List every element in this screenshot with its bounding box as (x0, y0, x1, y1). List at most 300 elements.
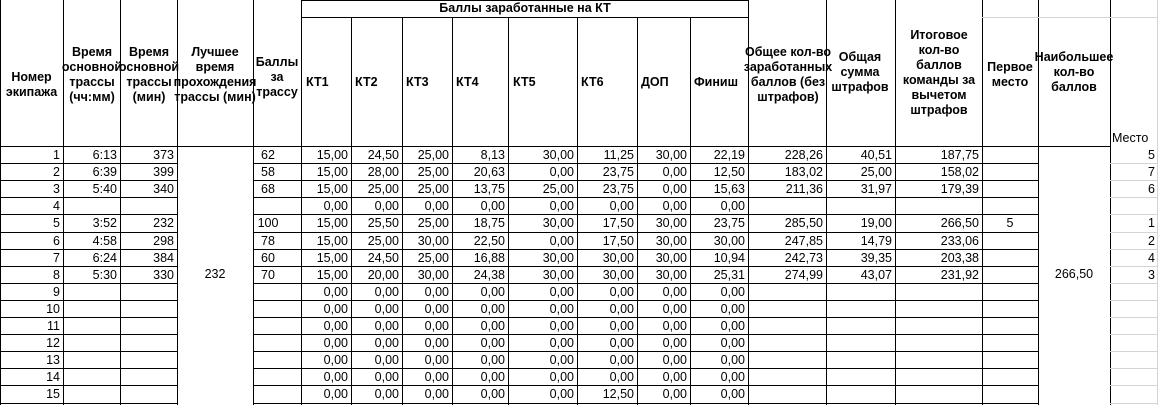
cell-fin[interactable]: 30,00 (713, 233, 745, 248)
cell-kt2[interactable]: 0,00 (374, 284, 399, 299)
cell-t[interactable]: 5:30 (92, 267, 117, 282)
cell-first[interactable] (982, 284, 1038, 301)
cell-b[interactable] (253, 318, 283, 335)
cell-kt1[interactable]: 15,00 (316, 165, 348, 180)
cell-kt3[interactable]: 30,00 (417, 233, 449, 248)
cell-n[interactable]: 7 (53, 250, 60, 265)
cell-b[interactable]: 68 (261, 182, 275, 197)
cell-kt3[interactable]: 30,00 (417, 267, 449, 282)
grid-line (63, 197, 120, 198)
cell-m[interactable] (120, 284, 174, 301)
cell-tot[interactable]: 247,85 (784, 233, 823, 248)
cell-n[interactable]: 15 (46, 387, 60, 402)
cell-res[interactable] (895, 352, 979, 369)
cell-kt3[interactable]: 0,00 (424, 319, 449, 333)
cell-kt2[interactable]: 25,00 (367, 182, 399, 197)
cell-kt3[interactable]: 0,00 (424, 284, 449, 299)
header-place[interactable]: Место (1112, 131, 1149, 145)
cell-m[interactable] (120, 198, 174, 215)
cell-tot[interactable] (748, 284, 823, 301)
cell-t[interactable] (63, 301, 117, 318)
cell-pen[interactable] (826, 198, 892, 215)
cell-res[interactable]: 266,50 (940, 216, 979, 231)
cell-kt5[interactable]: 0,00 (549, 336, 574, 351)
cell-kt2[interactable]: 0,00 (374, 370, 399, 385)
cell-m[interactable]: 399 (153, 165, 174, 180)
cell-kt3[interactable]: 0,00 (424, 370, 449, 385)
cell-pen[interactable]: 40,51 (860, 148, 892, 162)
cell-kt5[interactable]: 0,00 (549, 199, 574, 214)
cell-pen[interactable] (826, 284, 892, 301)
cell-fin[interactable]: 0,00 (720, 301, 745, 316)
cell-place[interactable] (1110, 352, 1155, 369)
cell-tot[interactable]: 228,26 (784, 148, 823, 162)
header-final-points[interactable]: Итоговое кол-во баллов команды за вычетом штрафов (902, 27, 976, 117)
header-track-points[interactable]: Баллы за трассу (255, 55, 299, 99)
cell-res[interactable]: 203,38 (940, 250, 979, 265)
cell-kt4[interactable]: 0,00 (480, 319, 505, 333)
cell-b[interactable] (253, 386, 283, 403)
cell-res[interactable]: 158,02 (940, 165, 979, 180)
cell-tot[interactable] (748, 301, 823, 318)
cell-tot[interactable]: 242,73 (784, 250, 823, 265)
cell-kt3[interactable]: 25,00 (417, 250, 449, 265)
header-dop[interactable]: ДОП (641, 74, 669, 89)
grid-line (301, 197, 351, 198)
cell-kt6[interactable]: 30,00 (602, 267, 634, 282)
cell-m[interactable] (120, 386, 174, 403)
header-best-time[interactable]: Лучшее время прохождения трассы (мин) (173, 45, 257, 104)
cell-kt5[interactable]: 30,00 (542, 250, 574, 265)
cell-m[interactable]: 298 (153, 233, 174, 248)
cell-pen[interactable] (826, 335, 892, 352)
cell-dop[interactable]: 0,00 (662, 165, 687, 180)
cell-dop[interactable]: 0,00 (662, 353, 687, 368)
cell-kt1[interactable]: 0,00 (323, 319, 348, 333)
cell-kt1[interactable]: 0,00 (323, 370, 348, 385)
cell-res[interactable] (895, 301, 979, 318)
cell-tot[interactable]: 211,36 (785, 182, 823, 197)
cell-t[interactable]: 5:40 (92, 182, 117, 197)
cell-kt4[interactable]: 0,00 (480, 199, 505, 214)
cell-m[interactable]: 384 (153, 250, 174, 265)
cell-first[interactable]: 5 (1006, 216, 1014, 231)
cell-kt4[interactable]: 16,88 (473, 250, 505, 265)
cell-res[interactable]: 179,39 (940, 182, 979, 197)
cell-b[interactable] (253, 335, 283, 352)
header-finish[interactable]: Финиш (694, 74, 739, 89)
cell-kt5[interactable]: 0,00 (549, 387, 574, 402)
cell-kt4[interactable]: 13,75 (473, 182, 505, 197)
grid-line (982, 249, 1038, 250)
cell-kt4[interactable]: 0,00 (480, 370, 505, 385)
cell-n[interactable]: 1 (53, 148, 60, 162)
cell-fin[interactable]: 15,63 (713, 182, 745, 197)
cell-pen[interactable]: 25,00 (860, 165, 892, 180)
cell-t[interactable]: 3:52 (92, 216, 117, 231)
cell-b[interactable]: 100 (257, 216, 279, 231)
cell-kt1[interactable]: 0,00 (323, 199, 348, 214)
cell-place[interactable]: 3 (1148, 267, 1155, 282)
cell-first[interactable] (982, 250, 1038, 267)
cell-res[interactable]: 231,92 (940, 267, 979, 282)
cell-n[interactable]: 11 (47, 319, 60, 333)
cell-kt2[interactable]: 25,00 (367, 233, 399, 248)
cell-first[interactable] (982, 267, 1038, 284)
cell-kt1[interactable]: 15,00 (316, 233, 348, 248)
cell-kt5[interactable]: 25,00 (542, 182, 574, 197)
cell-m[interactable]: 373 (153, 148, 174, 162)
cell-b[interactable] (253, 301, 283, 318)
cell-kt3[interactable]: 25,00 (417, 165, 449, 180)
cell-fin[interactable]: 0,00 (720, 199, 745, 214)
cell-kt1[interactable]: 0,00 (323, 284, 348, 299)
cell-n[interactable]: 8 (53, 267, 60, 282)
cell-kt6[interactable]: 23,75 (602, 165, 634, 180)
cell-kt1[interactable]: 15,00 (316, 182, 348, 197)
header-kt2[interactable]: КТ2 (355, 74, 378, 89)
cell-fin[interactable]: 23,75 (713, 216, 745, 231)
cell-tot[interactable] (748, 352, 823, 369)
cell-dop[interactable]: 0,00 (662, 370, 687, 385)
cell-kt4[interactable]: 0,00 (480, 387, 505, 402)
cell-pen[interactable] (826, 369, 892, 386)
cell-pen[interactable]: 43,07 (860, 267, 892, 282)
cell-m[interactable]: 232 (153, 216, 174, 231)
cell-kt3[interactable]: 0,00 (424, 336, 449, 351)
cell-fin[interactable]: 12,50 (713, 165, 745, 180)
cell-pen[interactable]: 19,00 (860, 216, 892, 231)
cell-kt5[interactable]: 0,00 (549, 284, 574, 299)
cell-kt6[interactable]: 17,50 (602, 233, 634, 248)
cell-first[interactable] (982, 164, 1038, 181)
cell-place[interactable]: 5 (1148, 148, 1155, 162)
cell-t[interactable]: 6:39 (92, 165, 117, 180)
cell-kt3[interactable]: 25,00 (417, 216, 449, 231)
max-points-value[interactable]: 266,50 (1054, 266, 1094, 281)
cell-t[interactable]: 6:13 (92, 148, 117, 162)
cell-dop[interactable]: 0,00 (662, 199, 687, 214)
cell-m[interactable] (120, 369, 174, 386)
cell-fin[interactable]: 0,00 (720, 353, 745, 368)
cell-first[interactable] (982, 352, 1038, 369)
header-time-hhmm[interactable]: Время основной трассы (чч:мм) (61, 45, 123, 104)
cell-fin[interactable]: 0,00 (720, 284, 745, 299)
cell-m[interactable] (120, 352, 174, 369)
cell-m[interactable] (120, 335, 174, 352)
cell-tot[interactable]: 285,50 (784, 216, 823, 231)
cell-fin[interactable]: 10,94 (713, 250, 745, 265)
cell-place[interactable] (1110, 301, 1155, 318)
cell-kt6[interactable]: 0,00 (609, 353, 634, 368)
grid-line (402, 283, 452, 284)
cell-b[interactable] (253, 369, 283, 386)
cell-kt4[interactable]: 18,75 (473, 216, 505, 231)
cell-pen[interactable]: 39,35 (860, 250, 892, 265)
cell-pen[interactable]: 14,79 (860, 233, 892, 248)
cell-tot[interactable]: 183,02 (784, 165, 823, 180)
cell-dop[interactable]: 30,00 (655, 216, 687, 231)
cell-b[interactable]: 78 (261, 233, 275, 248)
cell-kt5[interactable]: 30,00 (542, 267, 574, 282)
cell-dop[interactable]: 30,00 (655, 267, 687, 282)
grid-line (63, 214, 120, 215)
header-kt6[interactable]: КТ6 (581, 74, 604, 89)
cell-first[interactable] (982, 318, 1038, 335)
grid-line (351, 180, 402, 181)
grid-line (982, 0, 983, 147)
cell-kt2[interactable]: 0,00 (374, 199, 399, 214)
cell-n[interactable]: 13 (46, 353, 60, 368)
grid-line (577, 197, 637, 198)
cell-place[interactable]: 2 (1148, 233, 1155, 248)
cell-dop[interactable]: 0,00 (662, 336, 687, 351)
cell-kt2[interactable]: 0,00 (374, 387, 399, 402)
grid-line (120, 351, 177, 352)
cell-kt4[interactable]: 22,50 (473, 233, 505, 248)
cell-t[interactable] (63, 284, 117, 301)
cell-kt6[interactable]: 23,75 (602, 182, 634, 197)
cell-dop[interactable]: 0,00 (662, 319, 687, 333)
cell-place[interactable]: 6 (1148, 182, 1155, 197)
cell-b[interactable]: 62 (261, 148, 275, 162)
grid-line (690, 180, 748, 181)
cell-kt1[interactable]: 15,00 (316, 148, 348, 162)
cell-m[interactable]: 340 (153, 182, 174, 197)
cell-place[interactable] (1110, 284, 1155, 301)
cell-dop[interactable]: 30,00 (655, 148, 687, 162)
cell-kt6[interactable]: 17,50 (602, 216, 634, 231)
grid-line (690, 249, 748, 250)
cell-pen[interactable] (826, 318, 892, 335)
cell-kt5[interactable]: 0,00 (549, 319, 574, 333)
cell-t[interactable] (63, 369, 117, 386)
grid-line (982, 17, 1110, 18)
cell-dop[interactable]: 0,00 (662, 284, 687, 299)
grid-line (690, 334, 748, 335)
cell-kt2[interactable]: 0,00 (374, 319, 399, 333)
cell-n[interactable]: 14 (46, 370, 60, 385)
header-first-place[interactable]: Первое место (987, 60, 1033, 89)
cell-kt4[interactable]: 0,00 (480, 336, 505, 351)
cell-tot[interactable] (748, 335, 823, 352)
cell-kt1[interactable]: 15,00 (316, 216, 348, 231)
cell-res[interactable] (895, 335, 979, 352)
cell-kt3[interactable]: 0,00 (424, 199, 449, 214)
cell-kt4[interactable]: 8,13 (480, 148, 505, 162)
cell-kt3[interactable]: 25,00 (417, 182, 449, 197)
grid-line (452, 385, 508, 386)
cell-fin[interactable]: 0,00 (720, 336, 745, 351)
cell-n[interactable]: 3 (53, 182, 60, 197)
cell-kt5[interactable]: 0,00 (549, 353, 574, 368)
cell-kt6[interactable]: 0,00 (609, 370, 634, 385)
cell-tot[interactable] (748, 198, 823, 215)
cell-kt1[interactable]: 15,00 (316, 250, 348, 265)
header-kt4[interactable]: КТ4 (456, 74, 479, 89)
cell-res[interactable]: 187,75 (940, 148, 979, 162)
header-time-min[interactable]: Время основной трассы (мин) (118, 45, 180, 104)
grid-line (637, 17, 638, 147)
cell-n[interactable]: 4 (53, 199, 60, 214)
cell-kt1[interactable]: 15,00 (316, 267, 348, 282)
cell-kt3[interactable]: 0,00 (424, 353, 449, 368)
cell-kt1[interactable]: 0,00 (323, 387, 348, 402)
cell-kt5[interactable]: 0,00 (549, 301, 574, 316)
cell-b[interactable] (253, 284, 283, 301)
best-time-value[interactable]: 232 (204, 266, 226, 281)
cell-fin[interactable]: 0,00 (720, 370, 745, 385)
header-kt-group[interactable]: Баллы заработанные на КТ (439, 1, 611, 15)
cell-pen[interactable] (826, 352, 892, 369)
cell-t[interactable]: 6:24 (92, 250, 117, 265)
cell-pen[interactable] (826, 301, 892, 318)
cell-res[interactable] (895, 284, 979, 301)
cell-first[interactable] (982, 369, 1038, 386)
cell-pen[interactable] (826, 386, 892, 403)
header-penalty-sum[interactable]: Общая сумма штрафов (831, 50, 889, 94)
cell-place[interactable] (1110, 318, 1155, 335)
cell-kt2[interactable]: 0,00 (374, 353, 399, 368)
cell-dop[interactable]: 0,00 (662, 182, 687, 197)
cell-kt6[interactable]: 0,00 (609, 199, 634, 214)
cell-kt2[interactable]: 24,50 (367, 148, 399, 162)
cell-place[interactable] (1110, 386, 1155, 403)
grid-line (452, 283, 508, 284)
cell-first[interactable] (982, 233, 1038, 250)
cell-n[interactable]: 12 (46, 336, 60, 351)
cell-fin[interactable]: 0,00 (720, 319, 745, 333)
cell-n[interactable]: 9 (53, 284, 60, 299)
grid-line (577, 403, 637, 404)
cell-res[interactable] (895, 198, 979, 215)
cell-t[interactable] (63, 386, 117, 403)
cell-res[interactable] (895, 369, 979, 386)
cell-pen[interactable]: 31,97 (860, 182, 892, 197)
cell-kt4[interactable]: 0,00 (480, 284, 505, 299)
cell-b[interactable]: 60 (261, 250, 275, 265)
cell-place[interactable] (1110, 198, 1155, 215)
cell-place[interactable]: 7 (1148, 165, 1155, 180)
cell-kt5[interactable]: 0,00 (549, 370, 574, 385)
header-kt1[interactable]: КТ1 (306, 74, 329, 89)
grid-line (177, 147, 178, 405)
grid-line (402, 351, 452, 352)
cell-place[interactable] (1110, 335, 1155, 352)
cell-kt2[interactable]: 0,00 (374, 336, 399, 351)
cell-kt5[interactable]: 0,00 (549, 233, 574, 248)
cell-tot[interactable] (748, 369, 823, 386)
cell-dop[interactable]: 30,00 (655, 250, 687, 265)
cell-kt3[interactable]: 0,00 (424, 387, 449, 402)
cell-kt3[interactable]: 25,00 (417, 148, 449, 162)
cell-t[interactable] (63, 335, 117, 352)
cell-kt4[interactable]: 20,63 (473, 165, 505, 180)
cell-first[interactable] (982, 147, 1038, 164)
cell-first[interactable] (982, 335, 1038, 352)
cell-res[interactable]: 233,06 (940, 233, 979, 248)
cell-place[interactable] (1110, 369, 1155, 386)
cell-kt1[interactable]: 0,00 (323, 336, 348, 351)
grid-line (351, 214, 402, 215)
cell-kt5[interactable]: 30,00 (542, 216, 574, 231)
cell-b[interactable] (253, 198, 283, 215)
cell-kt4[interactable]: 0,00 (480, 301, 505, 316)
cell-kt5[interactable]: 0,00 (549, 165, 574, 180)
cell-dop[interactable]: 0,00 (662, 387, 687, 402)
grid-line (982, 197, 1038, 198)
cell-kt4[interactable]: 24,38 (473, 267, 505, 282)
cell-kt6[interactable]: 0,00 (609, 336, 634, 351)
cell-first[interactable] (982, 301, 1038, 318)
cell-kt6[interactable]: 11,25 (603, 148, 634, 162)
cell-first[interactable] (982, 198, 1038, 215)
cell-res[interactable] (895, 318, 979, 335)
cell-b[interactable]: 58 (261, 165, 275, 180)
cell-res[interactable] (895, 386, 979, 403)
cell-fin[interactable]: 0,00 (720, 387, 745, 402)
cell-fin[interactable]: 25,31 (713, 267, 745, 282)
cell-n[interactable]: 5 (53, 216, 60, 231)
cell-kt2[interactable]: 20,00 (367, 267, 399, 282)
cell-kt2[interactable]: 25,50 (367, 216, 399, 231)
cell-kt6[interactable]: 0,00 (609, 284, 634, 299)
cell-kt1[interactable]: 0,00 (323, 353, 348, 368)
cell-kt1[interactable]: 0,00 (323, 301, 348, 316)
cell-kt3[interactable]: 0,00 (424, 301, 449, 316)
cell-m[interactable] (120, 318, 174, 335)
cell-dop[interactable]: 30,00 (655, 233, 687, 248)
cell-b[interactable]: 70 (261, 267, 275, 282)
header-kt5[interactable]: КТ5 (513, 74, 536, 89)
cell-place[interactable]: 1 (1148, 216, 1155, 231)
grid-line (637, 180, 690, 181)
cell-m[interactable]: 330 (153, 267, 174, 282)
header-max-points[interactable]: Наибольшее кол-во баллов (1034, 50, 1114, 94)
cell-n[interactable]: 10 (46, 301, 60, 316)
cell-b[interactable] (253, 352, 283, 369)
cell-n[interactable]: 6 (53, 233, 60, 248)
cell-tot[interactable]: 274,99 (784, 267, 823, 282)
cell-kt2[interactable]: 24,50 (367, 250, 399, 265)
cell-kt2[interactable]: 28,00 (367, 165, 399, 180)
cell-first[interactable] (982, 181, 1038, 198)
cell-t[interactable] (63, 198, 117, 215)
cell-kt5[interactable]: 30,00 (542, 148, 574, 162)
header-kt3[interactable]: КТ3 (406, 74, 429, 89)
cell-kt6[interactable]: 12,50 (602, 387, 634, 402)
cell-dop[interactable]: 0,00 (662, 301, 687, 316)
cell-kt6[interactable]: 30,00 (602, 250, 634, 265)
cell-place[interactable]: 4 (1148, 250, 1155, 265)
header-crew-number[interactable]: Номер экипажа (5, 70, 58, 99)
cell-t[interactable] (63, 318, 117, 335)
cell-kt6[interactable]: 0,00 (609, 319, 634, 333)
cell-kt6[interactable]: 0,00 (609, 301, 634, 316)
cell-m[interactable] (120, 301, 174, 318)
cell-n[interactable]: 2 (53, 165, 60, 180)
cell-first[interactable] (982, 386, 1038, 403)
header-total-points[interactable]: Общее кол-во заработанных баллов (без штрафов) (743, 45, 833, 104)
cell-t[interactable]: 4:58 (92, 233, 117, 248)
cell-kt4[interactable]: 0,00 (480, 353, 505, 368)
cell-tot[interactable] (748, 386, 823, 403)
cell-tot[interactable] (748, 318, 823, 335)
cell-fin[interactable]: 22,19 (713, 148, 745, 162)
cell-kt2[interactable]: 0,00 (374, 301, 399, 316)
cell-t[interactable] (63, 352, 117, 369)
grid-line (402, 232, 452, 233)
